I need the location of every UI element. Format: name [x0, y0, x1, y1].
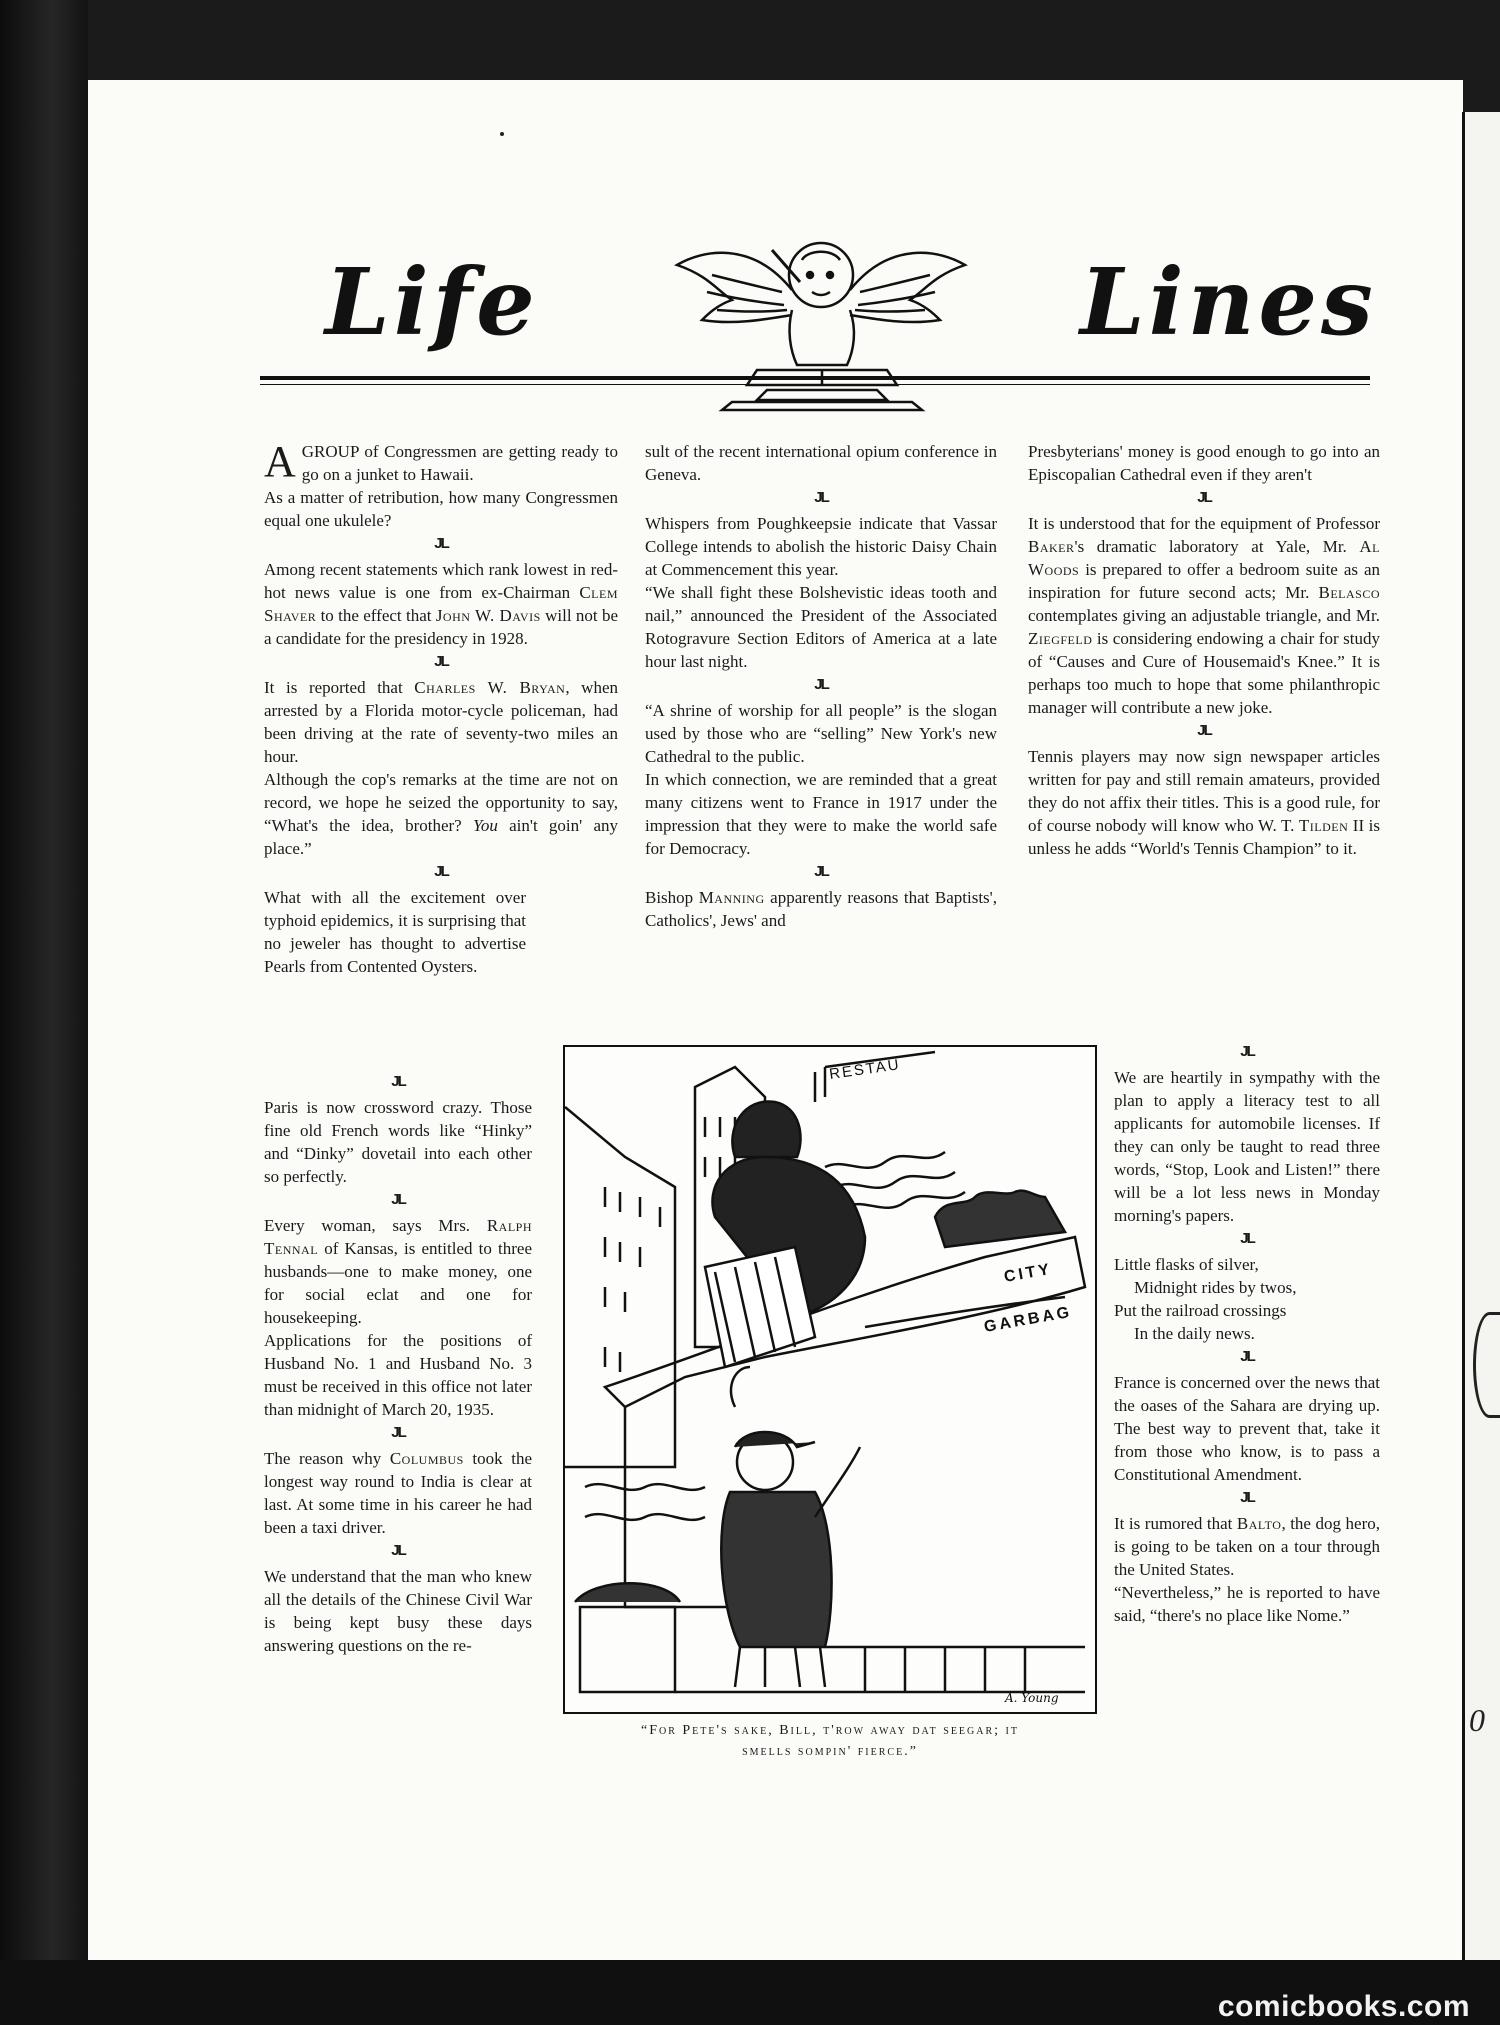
separator-mark: JL [1197, 722, 1211, 739]
separator-mark: JL [1240, 1489, 1254, 1506]
paragraph [645, 886, 997, 932]
person-name: Balto [1236, 1514, 1282, 1533]
poem-line: Midnight rides by twos, [1134, 1278, 1297, 1297]
adjacent-page-ink [1473, 1312, 1500, 1418]
text: Among recent statements which rank lowest in red-hot news value is one from ex-Chairman [264, 560, 618, 602]
text: to the effect that [316, 606, 436, 625]
text: , when arrested by a Florida motor-cycle policeman, had been driving at the rate of seventy-two miles an hour. [264, 678, 618, 766]
person-name: Belasco [1318, 583, 1380, 602]
text: Every woman, says Mrs. [264, 1216, 487, 1235]
poem-line: Little flasks of silver, [1114, 1255, 1259, 1274]
paragraph [264, 558, 618, 650]
scan-border [0, 0, 88, 2025]
drop-cap: A [264, 437, 296, 486]
paragraph: “A shrine of worship for all people” is the slogan used by those who are “selling” New York's new Cathedral to the public. [645, 701, 997, 766]
paragraph [264, 1214, 532, 1329]
separator-mark: JL [434, 535, 448, 552]
separator-mark: JL [814, 489, 828, 506]
paragraph: What with all the excitement over typhoid epidemics, it is surprising that no jeweler has thought to advertise Pearls from Contented Oysters. [264, 888, 526, 976]
emphasis: You [472, 816, 498, 835]
person-name: Ziegfeld [1028, 629, 1093, 648]
site-watermark: comicbooks.com [1217, 1990, 1470, 2023]
person-name: Columbus [389, 1449, 464, 1468]
text: ain't goin' any place.” [264, 816, 619, 858]
column-3-lower [1114, 1040, 1380, 1627]
text: of Kansas, is entitled to three husbands—one to make money, one for social eclat and one for housekeeping. [264, 1239, 532, 1327]
person-name: John W. Davis [435, 606, 541, 625]
paragraph: Whispers from Poughkeepsie indicate that Vassar College intends to abolish the historic Daisy Chain at Commencement this year. [645, 514, 997, 579]
paragraph: Presbyterians' money is good enough to go into an Episcopalian Cathedral even if they aren't [1028, 442, 1380, 484]
text: contemplates giving an adjustable triangle, and Mr. [1028, 606, 1380, 625]
person-name: Charles W. Bryan [414, 678, 566, 697]
paragraph-text: GROUP of Congressmen are getting ready to go on a junket to Hawaii. [301, 442, 618, 484]
paragraph: France is concerned over the news that the oases of the Sahara are drying up. The best way to prevent that, take it from those who know, is to pass a Constitutional Amendment. [1114, 1373, 1380, 1484]
masthead-left: Life [325, 248, 539, 356]
paragraph: In which connection, we are reminded that a great many citizens went to France in 1917 under the impression that they were to make the world safe for Democracy. [645, 770, 997, 858]
text: will not be a candidate for the presidency in 1928. [264, 606, 618, 648]
text: is considering endowing a chair for study of “Causes and Cure of Housemaid's Knee.” It is perhaps too much to hope that some philanthropic manager will contribute a new joke. [1028, 629, 1380, 717]
paragraph: Applications for the positions of Husband No. 1 and Husband No. 3 must be received in this office not later than midnight of March 20, 1935. [264, 1331, 532, 1419]
artist-signature: A. Young [1005, 1691, 1059, 1705]
paragraph: “Nevertheless,” he is reported to have said, “there's no place like Nome.” [1114, 1583, 1380, 1625]
separator-mark: JL [1197, 489, 1211, 506]
cartoon-caption [560, 1720, 1100, 1762]
separator-mark: JL [391, 1073, 405, 1090]
adjacent-page-lettering: 0 [1469, 1702, 1485, 1738]
truck-lettering: CITY [1002, 1260, 1054, 1286]
person-name: Baker [1028, 537, 1075, 556]
separator-mark: JL [434, 863, 448, 880]
text: took the longest way round to India is clear at last. At some time in his career he had been a taxi driver. [264, 1449, 532, 1537]
text: It is reported that [264, 678, 415, 697]
text: apparently reasons that Baptists', Catholics', Jews' and [645, 888, 997, 930]
column-1-lower [264, 1070, 532, 1657]
speck [500, 132, 504, 136]
column-1 [264, 437, 619, 978]
text: Although the cop's remarks at the time are not on record, we hope he seized the opportunity to say, “What's the idea, brother? [264, 770, 618, 835]
text: Tennis players may now sign newspaper articles written for pay and still remain amateurs, provided they do not affix their titles. This is a good rule, for of course nobody will know who W. T. [1028, 747, 1380, 835]
paragraph [1028, 745, 1380, 860]
paragraph: Paris is now crossword crazy. Those fine old French words like “Hinky” and “Dinky” dovetail into each other so perfectly. [264, 1098, 532, 1186]
caption-line: “For Pete's sake, Bill, t'row away dat seegar; it [641, 1723, 1019, 1738]
paragraph [264, 768, 618, 860]
separator-mark: JL [1240, 1348, 1254, 1365]
person-name: Al Woods [1028, 537, 1380, 579]
person-name: Manning [698, 888, 765, 907]
masthead-rule-thin [260, 384, 1370, 385]
paragraph [264, 437, 618, 486]
separator-mark: JL [1240, 1230, 1254, 1247]
text: II is unless he adds “World's Tennis Champion” to it. [1028, 816, 1380, 858]
separator-mark: JL [391, 1542, 405, 1559]
paragraph [1114, 1512, 1380, 1581]
column-3 [1028, 440, 1380, 860]
caption-line: smells sompin' fierce.” [742, 1744, 918, 1759]
paragraph: sult of the recent international opium conference in Geneva. [645, 442, 997, 484]
text: It is understood that for the equipment of Professor [1028, 514, 1380, 533]
adjacent-page-edge [1462, 112, 1500, 1962]
separator-mark: JL [391, 1424, 405, 1441]
text: Bishop [645, 888, 699, 907]
person-name: Ralph Tennal [264, 1216, 532, 1258]
paragraph [264, 1447, 532, 1539]
separator-mark: JL [814, 863, 828, 880]
text: , the dog hero, is going to be taken on a tour through the United States. [1114, 1514, 1380, 1579]
text: It is rumored that [1114, 1514, 1237, 1533]
separator-mark: JL [391, 1191, 405, 1208]
truck-lettering: GARBAG [982, 1303, 1074, 1336]
paragraph [264, 676, 618, 768]
text: 's dramatic laboratory at Yale, Mr. [1074, 537, 1360, 556]
masthead-right: Lines [1080, 248, 1377, 356]
cartoon-illustration [563, 1045, 1097, 1714]
poem-line: In the daily news. [1134, 1324, 1255, 1343]
paragraph [1028, 512, 1380, 719]
text: is prepared to offer a bedroom suite as an inspiration for future second acts; Mr. [1028, 560, 1380, 602]
cherub-emblem-icon [672, 220, 970, 420]
paragraph: We understand that the man who knew all the details of the Chinese Civil War is being kept busy these days answering questions on the re- [264, 1567, 532, 1655]
person-name: Clem Shaver [264, 583, 618, 625]
garbage-truck-drawing [565, 1047, 1095, 1712]
person-name: Tilden [1298, 816, 1349, 835]
separator-mark: JL [1240, 1043, 1254, 1060]
separator-mark: JL [434, 653, 448, 670]
masthead-rule [260, 376, 1370, 380]
poem-line: Put the railroad crossings [1114, 1301, 1287, 1320]
text: The reason why [264, 1449, 390, 1468]
separator-mark: JL [814, 676, 828, 693]
sign-text: RESTAU [828, 1056, 902, 1083]
column-2 [645, 440, 997, 932]
paragraph: “We shall fight these Bolshevistic ideas tooth and nail,” announced the President of the Associated Rotogravure Section Editors of America at a late hour last night. [645, 583, 997, 671]
paragraph: As a matter of retribution, how many Congressmen equal one ukulele? [264, 488, 618, 530]
paragraph: We are heartily in sympathy with the plan to apply a literacy test to all applicants for automobile licenses. If they can only be taught to read three words, “Stop, Look and Listen!” there will be a lot less news in Monday morning's papers. [1114, 1068, 1380, 1225]
